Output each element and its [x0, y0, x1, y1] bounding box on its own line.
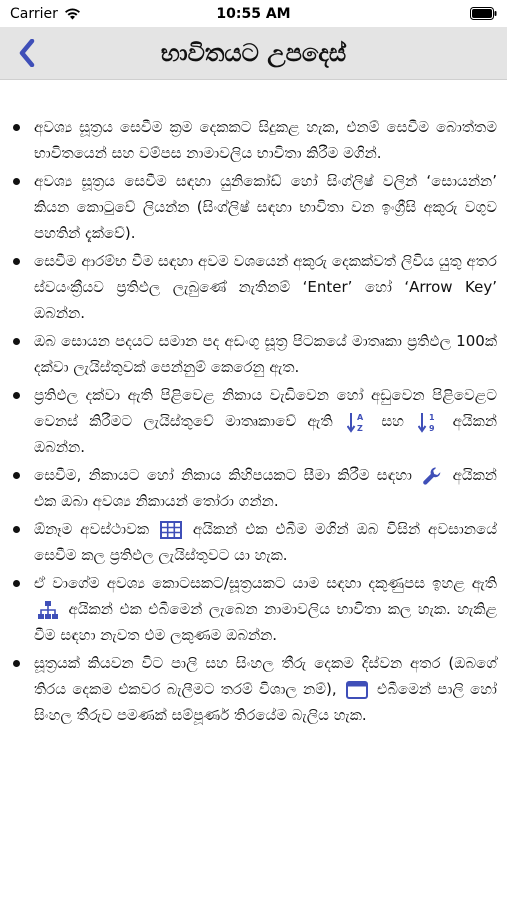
list-item [10, 650, 497, 728]
tip-text: අයිකන් ඔබන්න. [34, 412, 497, 456]
chevron-left-icon [19, 39, 35, 67]
tip-text: සූත්‍රයක් කියවන විට පාලි සහ සිංහල තීරු දෙකම දිස්වන අතර (ඔබගේ තිරය දෙකම එකවර බැලීමට තරම් විශාල නම්), [34, 654, 497, 698]
help-content [0, 80, 507, 900]
tip-text: සහ [381, 412, 404, 430]
page-title: භාවිතයට උපදෙස් [160, 39, 347, 67]
sort-az-icon [347, 411, 367, 433]
tip-text: එබීමෙන් පාලි හෝ සිංහල තීරුව පමණක් සම්පූර්ණ තිරයේම බැලිය හැක. [34, 680, 497, 724]
hierarchy-icon [37, 600, 59, 620]
list-item [10, 462, 497, 514]
list-item [10, 570, 497, 648]
svg-text:1: 1 [429, 412, 435, 422]
tip-text: සෙවීම ආරම්භ වීම සඳහා අවම වශයෙන් අකුරු දෙකක්වත් ලිවිය යුතු අතර ස්වයංක්‍රීයව ප්‍රතිඵල ලැබුණේ නැතිනම් ‘Enter’ හෝ ‘Arrow Key’ ඔබන්න. [34, 252, 497, 322]
sort-19-icon [418, 411, 438, 433]
status-bar [0, 0, 507, 27]
list-item [10, 516, 497, 568]
navigation-bar [0, 27, 507, 80]
svg-text:A: A [356, 412, 364, 422]
tip-text: ඒ වාගේම අවශ්‍ය කොටසකට/සූත්‍රයකට යාම සඳහා දකුණුපස ඉහළ ඇති [34, 574, 497, 592]
svg-text:Z: Z [356, 423, 363, 433]
tip-text: අයිකන් එක එබීම මගින් ඔබ විසින් අවසානයේ සෙවීම කල ප්‍රතිඵල ලැයිස්තුවට යා හැක. [34, 520, 497, 564]
tip-text: අවශ්‍ය සූත්‍රය සෙවීම ක්‍රම දෙකකට සිදුකළ හැක, එනම් සෙවීම බොත්තම භාවිතයෙන් සහ වම්පස නාමාවලිය භාවිතා කිරීම මගින්. [34, 118, 497, 162]
tips-list [0, 80, 507, 728]
status-time: 10:55 AM [216, 5, 291, 22]
list-item [10, 168, 497, 246]
carrier-label: Carrier [10, 5, 58, 22]
tip-text: අයිකන් එක ඔබා අවශ්‍ය නිකායන් තෝරා ගන්න. [34, 466, 497, 510]
tip-text: අවශ්‍ය සූත්‍රය සෙවීම සඳහා යුනිකෝඩ් හෝ සිංග්ලිෂ් වලින් ‘සොයන්න’ කියන කොටුවේ ලියන්න (සිංග්ලිෂ් සඳහා භාවිතා වන ඉංග්‍රීසි අකුරු වගුව පහතින් දැක්වේ). [34, 172, 497, 242]
window-icon [346, 681, 368, 699]
tip-text: සෙවීම, නිකායට හෝ නිකාය කිහිපයකට සීමා කිරීම සඳහා [34, 466, 412, 484]
list-item [10, 382, 497, 460]
list-item [10, 114, 497, 166]
svg-text:9: 9 [429, 423, 435, 433]
tip-text: ඕනෑම අවස්ථාවක [34, 520, 150, 538]
list-item [10, 328, 497, 380]
tip-text: ඔබ සොයන පදයට සමාන පද අඩංගු සූත්‍ර පිටකයේ මාතෘකා ප්‍රතිඵල 100ක් දක්වා ලැයිස්තුවක් පෙන්නුම් කෙරෙනු ඇත. [34, 332, 497, 376]
back-button[interactable] [12, 36, 42, 70]
tip-text: ප්‍රතිඵල දක්වා ඇති පිළිවෙළ නිකාය වැඩිවෙන හෝ අඩුවෙන පිළිවෙළට වෙනස් කිරීමට ලැයිස්තුවේ මාතෘකාවේ ඇති [34, 386, 497, 430]
tip-text: අයිකන් එක එබීමෙන් ලැබෙන නාමාවලිය භාවිතා කල හැක. හැකිළ වීම සඳහා නැවත එම ලකුණම ඔබන්න. [34, 600, 497, 644]
wrench-icon [422, 466, 442, 486]
grid-icon [160, 521, 182, 539]
list-item [10, 248, 497, 326]
